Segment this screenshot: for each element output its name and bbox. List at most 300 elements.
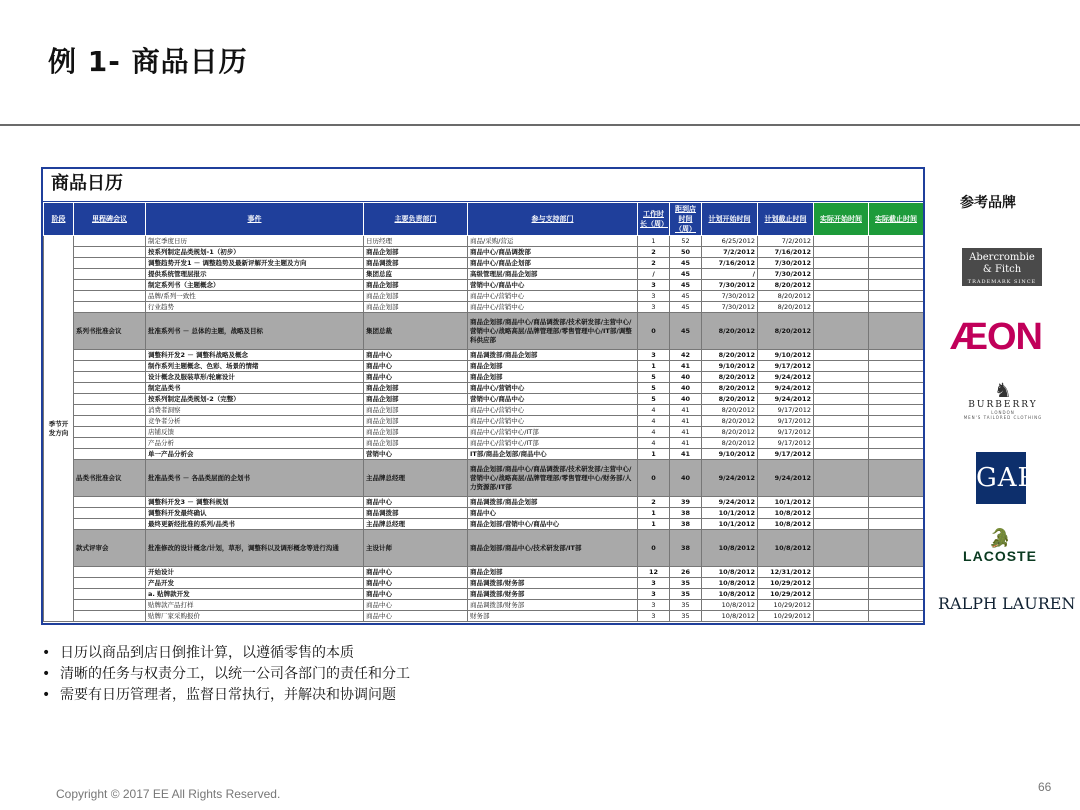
cell-owner: 商品中心 [364, 611, 468, 622]
cell-milestone [74, 258, 146, 269]
cell-support: 商品中心/营销中心/IT部 [468, 438, 638, 449]
abercrombie-line1: Abercrombie [969, 252, 1035, 263]
cell-end: 9/17/2012 [758, 449, 814, 460]
cell-actual-end [869, 394, 924, 405]
table-row [44, 508, 924, 519]
cell-start: 8/20/2012 [702, 405, 758, 416]
cell-wk: 45 [670, 313, 702, 350]
cell-milestone [74, 416, 146, 427]
cell-actual-end [869, 519, 924, 530]
cell-dur: 1 [638, 519, 670, 530]
cell-actual-start [814, 313, 869, 350]
abercrombie-logo [962, 248, 1042, 297]
cell-end: 7/30/2012 [758, 258, 814, 269]
cell-actual-end [869, 383, 924, 394]
cell-actual-start [814, 449, 869, 460]
cell-start: / [702, 269, 758, 280]
cell-start: 8/20/2012 [702, 416, 758, 427]
cell-start: 9/24/2012 [702, 497, 758, 508]
cell-dur: 2 [638, 247, 670, 258]
cell-wk: 45 [670, 269, 702, 280]
cell-event: 调整科开发2 － 调整科战略及概念 [146, 350, 364, 361]
cell-actual-end [869, 247, 924, 258]
cell-milestone [74, 449, 146, 460]
burberry-sub: LONDON [991, 410, 1015, 415]
cell-end: 9/24/2012 [758, 383, 814, 394]
cell-milestone [74, 302, 146, 313]
cell-actual-start [814, 236, 869, 247]
cell-event: 品牌/系列一致性 [146, 291, 364, 302]
table-row [44, 313, 924, 350]
cell-end: 9/17/2012 [758, 405, 814, 416]
cell-end: 9/24/2012 [758, 460, 814, 497]
cell-start: 8/20/2012 [702, 394, 758, 405]
cell-actual-end [869, 302, 924, 313]
cell-start: 8/20/2012 [702, 372, 758, 383]
cell-actual-start [814, 383, 869, 394]
cell-end: 10/1/2012 [758, 497, 814, 508]
cell-dur: 3 [638, 578, 670, 589]
cell-event: 制定系列书（主题概念） [146, 280, 364, 291]
col-header: 主要负责部门 [364, 203, 468, 236]
cell-event: 制作系列主题概念、色彩、场景的情绪 [146, 361, 364, 372]
cell-actual-end [869, 350, 924, 361]
cell-owner: 商品中心 [364, 589, 468, 600]
cell-end: 9/10/2012 [758, 350, 814, 361]
cell-start: 10/8/2012 [702, 589, 758, 600]
cell-owner: 商品调拨部 [364, 258, 468, 269]
cell-start: 9/24/2012 [702, 460, 758, 497]
cell-actual-start [814, 519, 869, 530]
cell-end: 10/8/2012 [758, 519, 814, 530]
cell-support: 商品中心/营销中心 [468, 302, 638, 313]
abercrombie-sub: TRADEMARK SINCE 1892 [967, 279, 1037, 297]
cell-milestone [74, 589, 146, 600]
cell-actual-start [814, 497, 869, 508]
cell-actual-start [814, 438, 869, 449]
cell-event: 贴牌厂家采购报价 [146, 611, 364, 622]
cell-support: 商品企划部/营销中心/商品中心 [468, 519, 638, 530]
calendar-header-row [44, 203, 924, 236]
cell-start: 8/20/2012 [702, 438, 758, 449]
cell-start: 8/20/2012 [702, 350, 758, 361]
cell-owner: 集团总裁 [364, 313, 468, 350]
cell-actual-start [814, 302, 869, 313]
cell-support: 商品企划部/商品中心/商品调拨部/技术研发部/主营中心/营销中心/战略高层/品牌管理部/零售管理中心/IT部/调整科供应部 [468, 313, 638, 350]
cell-support: 营销中心/商品中心 [468, 394, 638, 405]
cell-actual-start [814, 258, 869, 269]
cell-support: 高级管理层/商品企划部 [468, 269, 638, 280]
cell-event: 设计概念及服装草形/轮廓设计 [146, 372, 364, 383]
cell-actual-start [814, 361, 869, 372]
cell-event: 提供系统管理层报示 [146, 269, 364, 280]
cell-wk: 45 [670, 302, 702, 313]
cell-dur: 5 [638, 383, 670, 394]
cell-wk: 41 [670, 427, 702, 438]
bullet-item: • 清晰的任务与权责分工，以统一公司各部门的责任和分工 [42, 664, 410, 685]
cell-wk: 40 [670, 394, 702, 405]
table-row [44, 611, 924, 622]
cell-support: 商品调拨部/财务部 [468, 600, 638, 611]
table-row [44, 405, 924, 416]
cell-start: 7/16/2012 [702, 258, 758, 269]
cell-milestone [74, 383, 146, 394]
cell-wk: 39 [670, 497, 702, 508]
cell-actual-start [814, 611, 869, 622]
cell-support: 商品企划部 [468, 567, 638, 578]
cell-support: 商品中心/营销中心 [468, 383, 638, 394]
cell-actual-start [814, 567, 869, 578]
cell-owner: 商品中心 [364, 578, 468, 589]
cell-event: 按系列制定品类规划-2（完整） [146, 394, 364, 405]
cell-dur: 0 [638, 460, 670, 497]
summary-bullets [42, 643, 410, 706]
cell-dur: 0 [638, 530, 670, 567]
cell-wk: 35 [670, 589, 702, 600]
table-row [44, 600, 924, 611]
col-header: 实际截止时间 [869, 203, 924, 236]
cell-owner: 商品中心 [364, 567, 468, 578]
cell-dur: 12 [638, 567, 670, 578]
table-row [44, 383, 924, 394]
cell-milestone [74, 280, 146, 291]
cell-start: 7/30/2012 [702, 302, 758, 313]
cell-end: 10/29/2012 [758, 589, 814, 600]
bullet-item: • 日历以商品到店日倒推计算，以遵循零售的本质 [42, 643, 410, 664]
burberry-name: BURBERRY [968, 400, 1038, 410]
cell-start: 10/1/2012 [702, 508, 758, 519]
cell-owner: 商品企划部 [364, 302, 468, 313]
cell-start: 9/10/2012 [702, 449, 758, 460]
cell-wk: 35 [670, 578, 702, 589]
lacoste-name: LACOSTE [963, 548, 1037, 564]
cell-actual-end [869, 449, 924, 460]
cell-end: 10/29/2012 [758, 600, 814, 611]
cell-support: 商品调拨部/财务部 [468, 589, 638, 600]
cell-milestone: 品类书批准会议 [74, 460, 146, 497]
aeon-logo: ÆON [950, 316, 1042, 358]
reference-brands-title: 参考品牌 [960, 195, 1016, 211]
calendar-title: 商品日历 [43, 169, 923, 202]
table-row [44, 519, 924, 530]
cell-end: 8/20/2012 [758, 302, 814, 313]
cell-actual-end [869, 405, 924, 416]
cell-actual-start [814, 460, 869, 497]
cell-wk: 41 [670, 438, 702, 449]
cell-actual-start [814, 405, 869, 416]
col-header: 参与支持部门 [468, 203, 638, 236]
bullet-item: • 需要有日历管理者，监督日常执行，并解决和协调问题 [42, 685, 410, 706]
col-header: 阶段 [44, 203, 74, 236]
crocodile-icon: 🐊 [988, 528, 1012, 549]
cell-end: 9/17/2012 [758, 416, 814, 427]
cell-actual-start [814, 372, 869, 383]
cell-milestone [74, 350, 146, 361]
table-row [44, 438, 924, 449]
cell-milestone [74, 519, 146, 530]
col-header: 里程碑会议 [74, 203, 146, 236]
table-row [44, 302, 924, 313]
cell-actual-start [814, 350, 869, 361]
cell-end: 10/8/2012 [758, 508, 814, 519]
table-row [44, 280, 924, 291]
cell-milestone [74, 361, 146, 372]
burberry-tag: MEN'S TAILORED CLOTHING [963, 415, 1043, 420]
cell-actual-start [814, 600, 869, 611]
cell-support: 商品中心/营销中心 [468, 405, 638, 416]
cell-event: 产品开发 [146, 578, 364, 589]
cell-end: 7/2/2012 [758, 236, 814, 247]
cell-end: 10/29/2012 [758, 611, 814, 622]
cell-owner: 商品中心 [364, 600, 468, 611]
cell-dur: 4 [638, 438, 670, 449]
cell-milestone: 款式评审会 [74, 530, 146, 567]
cell-owner: 商品企划部 [364, 416, 468, 427]
table-row [44, 530, 924, 567]
cell-wk: 50 [670, 247, 702, 258]
cell-event: 单一产品分析会 [146, 449, 364, 460]
cell-event: 按系列制定品类规划-1（初步） [146, 247, 364, 258]
cell-actual-end [869, 611, 924, 622]
cell-support: 商品中心/营销中心/IT部 [468, 427, 638, 438]
cell-actual-start [814, 416, 869, 427]
table-row [44, 567, 924, 578]
cell-event: 贴牌款产品打样 [146, 600, 364, 611]
cell-start: 6/25/2012 [702, 236, 758, 247]
cell-dur: 3 [638, 600, 670, 611]
cell-actual-end [869, 497, 924, 508]
cell-wk: 38 [670, 530, 702, 567]
cell-wk: 45 [670, 258, 702, 269]
cell-dur: 4 [638, 416, 670, 427]
table-row [44, 578, 924, 589]
cell-milestone [74, 438, 146, 449]
cell-wk: 45 [670, 280, 702, 291]
cell-dur: 4 [638, 427, 670, 438]
cell-milestone [74, 578, 146, 589]
cell-actual-end [869, 258, 924, 269]
cell-actual-start [814, 394, 869, 405]
cell-actual-end [869, 372, 924, 383]
cell-milestone [74, 247, 146, 258]
cell-event: 调整科开发最终确认 [146, 508, 364, 519]
cell-actual-end [869, 600, 924, 611]
cell-actual-end [869, 291, 924, 302]
cell-wk: 41 [670, 449, 702, 460]
cell-start: 10/8/2012 [702, 530, 758, 567]
cell-wk: 41 [670, 361, 702, 372]
cell-support: 商品中心/商品调拨部 [468, 247, 638, 258]
cell-event: a. 贴牌款开发 [146, 589, 364, 600]
table-row [44, 361, 924, 372]
cell-owner: 商品调拨部 [364, 508, 468, 519]
cell-owner: 商品中心 [364, 350, 468, 361]
cell-end: 7/16/2012 [758, 247, 814, 258]
cell-wk: 26 [670, 567, 702, 578]
cell-start: 10/8/2012 [702, 567, 758, 578]
cell-event: 制定品类书 [146, 383, 364, 394]
cell-wk: 35 [670, 611, 702, 622]
cell-milestone [74, 508, 146, 519]
cell-owner: 商品企划部 [364, 247, 468, 258]
cell-end: 9/17/2012 [758, 427, 814, 438]
table-row [44, 394, 924, 405]
cell-milestone [74, 611, 146, 622]
cell-milestone [74, 372, 146, 383]
page-number: 66 [1038, 780, 1052, 794]
burberry-logo [958, 380, 1048, 420]
cell-event: 消费者洞察 [146, 405, 364, 416]
cell-end: 7/30/2012 [758, 269, 814, 280]
cell-owner: 商品企划部 [364, 438, 468, 449]
cell-actual-end [869, 280, 924, 291]
col-header: 工作时长（周） [638, 203, 670, 236]
cell-dur: 1 [638, 236, 670, 247]
table-row [44, 269, 924, 280]
cell-event: 批准系列书 － 总体的主题，战略及目标 [146, 313, 364, 350]
col-header: 实际开始时间 [814, 203, 869, 236]
cell-milestone [74, 497, 146, 508]
cell-wk: 35 [670, 600, 702, 611]
cell-event: 批准修改的设计概念/计划，草形，调整科以及调形概念等进行沟通 [146, 530, 364, 567]
cell-support: 商品中心 [468, 508, 638, 519]
table-row [44, 416, 924, 427]
cell-end: 9/24/2012 [758, 372, 814, 383]
cell-dur: / [638, 269, 670, 280]
cell-milestone [74, 405, 146, 416]
cell-actual-end [869, 438, 924, 449]
cell-owner: 商品中心 [364, 372, 468, 383]
cell-event: 批准品类书 － 各品类层面的企划书 [146, 460, 364, 497]
col-header: 计划截止时间 [758, 203, 814, 236]
table-row [44, 449, 924, 460]
cell-owner: 商品中心 [364, 361, 468, 372]
cell-milestone [74, 394, 146, 405]
cell-milestone [74, 291, 146, 302]
cell-support: 商品中心/营销中心 [468, 416, 638, 427]
cell-dur: 3 [638, 280, 670, 291]
cell-milestone [74, 567, 146, 578]
cell-support: 商品调拨部/财务部 [468, 578, 638, 589]
cell-owner: 营销中心 [364, 449, 468, 460]
cell-actual-end [869, 416, 924, 427]
cell-start: 7/2/2012 [702, 247, 758, 258]
table-row [44, 497, 924, 508]
cell-owner: 集团总监 [364, 269, 468, 280]
lacoste-logo [960, 530, 1040, 564]
cell-end: 9/17/2012 [758, 361, 814, 372]
cell-end: 10/29/2012 [758, 578, 814, 589]
cell-start: 10/8/2012 [702, 600, 758, 611]
table-row [44, 460, 924, 497]
cell-owner: 商品企划部 [364, 291, 468, 302]
cell-actual-end [869, 460, 924, 497]
cell-actual-start [814, 530, 869, 567]
cell-wk: 40 [670, 372, 702, 383]
cell-owner: 主品牌总经理 [364, 519, 468, 530]
cell-support: 商品企划部 [468, 361, 638, 372]
cell-owner: 主设计师 [364, 530, 468, 567]
col-header: 距到店时间（周） [670, 203, 702, 236]
cell-owner: 商品企划部 [364, 280, 468, 291]
cell-end: 8/20/2012 [758, 313, 814, 350]
cell-event: 店铺反馈 [146, 427, 364, 438]
cell-event: 最终更新经批准的系列/品类书 [146, 519, 364, 530]
page-title: 例 1- 商品日历 [48, 45, 248, 78]
cell-actual-end [869, 567, 924, 578]
cell-owner: 商品企划部 [364, 405, 468, 416]
cell-support: 营销中心/商品中心 [468, 280, 638, 291]
cell-support: 商品企划部/商品中心/商品调拨部/技术研发部/主营中心/营销中心/战略高层/品牌管理部/零售管理中心/财务部/人力资源部/IT部 [468, 460, 638, 497]
table-row [44, 236, 924, 247]
cell-actual-start [814, 589, 869, 600]
cell-owner: 商品中心 [364, 497, 468, 508]
cell-dur: 3 [638, 589, 670, 600]
cell-owner: 商品企划部 [364, 383, 468, 394]
cell-support: 商品中心/营销中心 [468, 291, 638, 302]
cell-actual-start [814, 247, 869, 258]
cell-start: 8/20/2012 [702, 383, 758, 394]
table-row [44, 350, 924, 361]
table-row [44, 291, 924, 302]
phase-cell: 季节开发方向 [44, 236, 74, 622]
cell-actual-start [814, 578, 869, 589]
cell-end: 9/17/2012 [758, 438, 814, 449]
cell-actual-start [814, 280, 869, 291]
cell-event: 调整科开发3 － 调整科规划 [146, 497, 364, 508]
cell-dur: 1 [638, 361, 670, 372]
cell-wk: 42 [670, 350, 702, 361]
cell-owner: 商品企划部 [364, 394, 468, 405]
cell-wk: 41 [670, 405, 702, 416]
cell-event: 竞争者分析 [146, 416, 364, 427]
cell-milestone [74, 427, 146, 438]
cell-event: 产品分析 [146, 438, 364, 449]
cell-dur: 5 [638, 394, 670, 405]
cell-wk: 45 [670, 291, 702, 302]
abercrombie-line2: & Fitch [982, 264, 1022, 275]
cell-end: 8/20/2012 [758, 280, 814, 291]
cell-owner: 商品企划部 [364, 427, 468, 438]
cell-actual-end [869, 589, 924, 600]
cell-wk: 40 [670, 460, 702, 497]
cell-start: 10/8/2012 [702, 578, 758, 589]
cell-wk: 38 [670, 519, 702, 530]
cell-dur: 5 [638, 372, 670, 383]
cell-wk: 40 [670, 383, 702, 394]
cell-event: 制定季度日历 [146, 236, 364, 247]
calendar-body [44, 236, 924, 622]
cell-end: 10/8/2012 [758, 530, 814, 567]
cell-start: 8/20/2012 [702, 427, 758, 438]
cell-milestone [74, 269, 146, 280]
col-header: 事件 [146, 203, 364, 236]
cell-actual-start [814, 427, 869, 438]
cell-start: 8/20/2012 [702, 313, 758, 350]
cell-dur: 3 [638, 611, 670, 622]
cell-dur: 3 [638, 302, 670, 313]
cell-milestone: 系列书批准会议 [74, 313, 146, 350]
cell-support: 商品调拨部/商品企划部 [468, 350, 638, 361]
cell-support: 财务部 [468, 611, 638, 622]
gap-logo: GAP [976, 452, 1026, 504]
cell-dur: 3 [638, 350, 670, 361]
cell-support: IT部/商品企划部/商品中心 [468, 449, 638, 460]
cell-dur: 0 [638, 313, 670, 350]
cell-end: 8/20/2012 [758, 291, 814, 302]
cell-owner: 主品牌总经理 [364, 460, 468, 497]
cell-actual-end [869, 313, 924, 350]
